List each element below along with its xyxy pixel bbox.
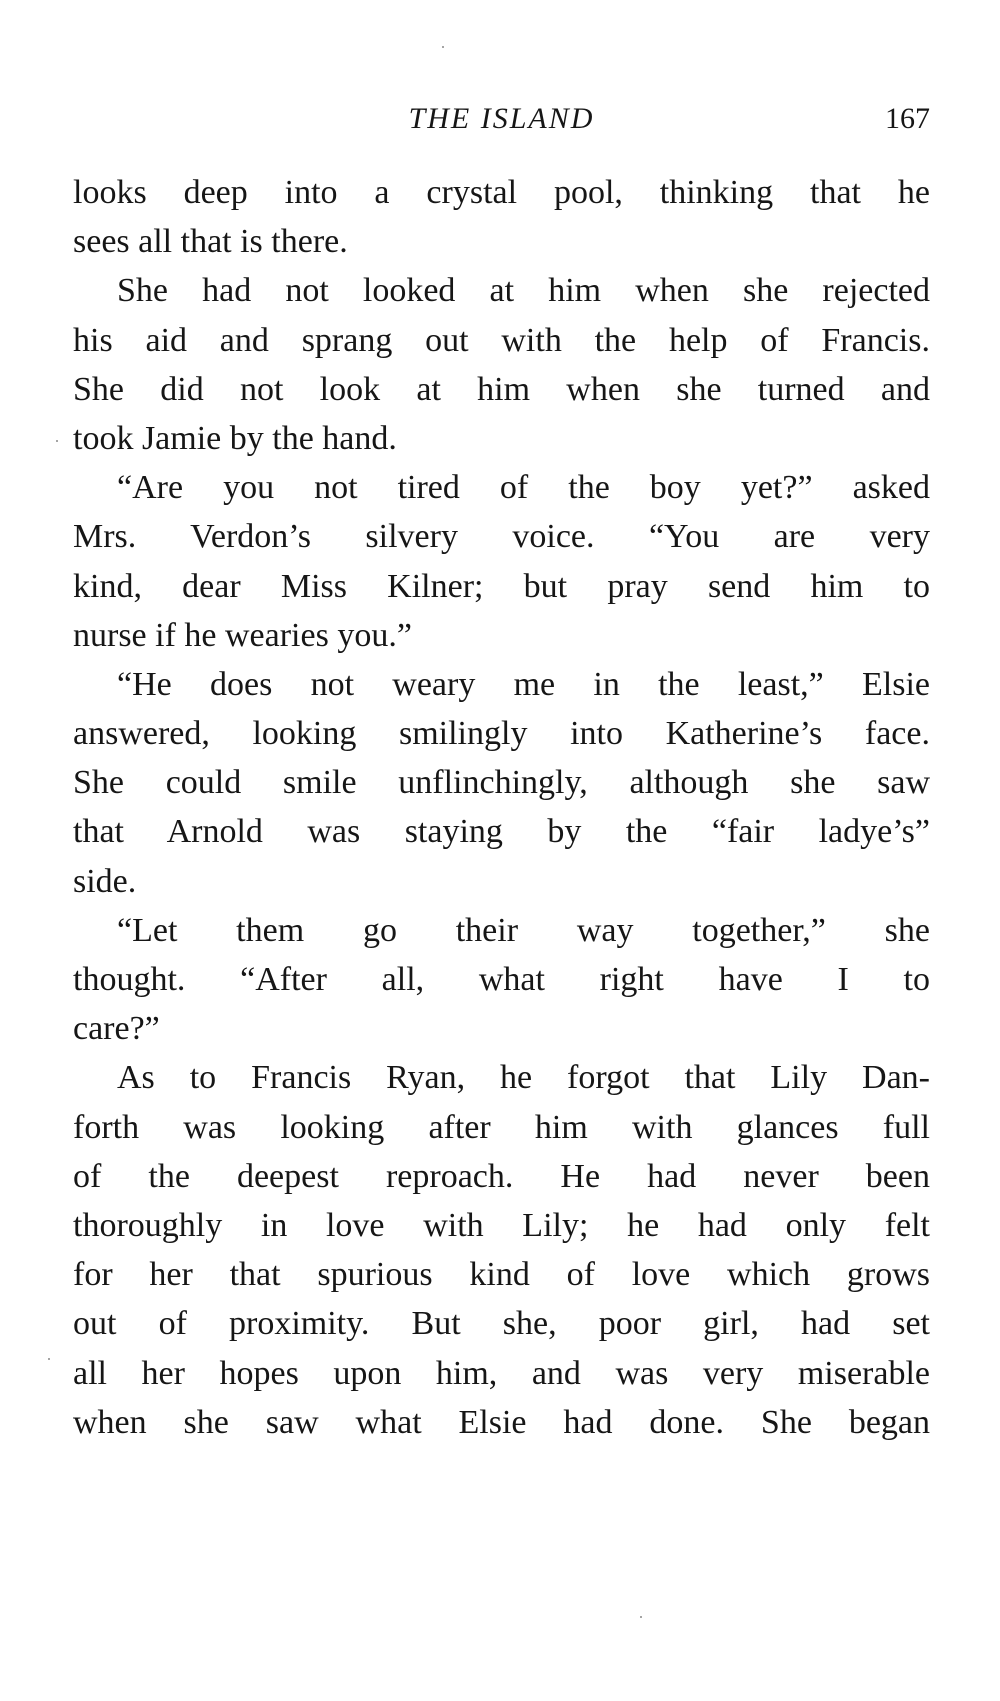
text-line: As to Francis Ryan, he forgot that Lily Dan- xyxy=(117,1059,930,1097)
text-line: for her that spurious kind of love which grows xyxy=(73,1256,930,1294)
print-speck xyxy=(442,46,444,48)
page-number: 167 xyxy=(885,102,930,135)
text-line: answered, looking smilingly into Katherine’s face. xyxy=(73,715,930,753)
text-line: out of proximity. But she, poor girl, had set xyxy=(73,1305,930,1343)
text-line: She did not look at him when she turned and xyxy=(73,370,930,408)
print-speck xyxy=(640,1616,642,1618)
running-header xyxy=(73,102,930,142)
text-line: that Arnold was staying by the “fair ladye’s” xyxy=(73,813,930,851)
text-line: looks deep into a crystal pool, thinking that he xyxy=(73,174,930,211)
text-line: thoroughly in love with Lily; he had only felt xyxy=(73,1206,930,1244)
text-line: nurse if he wearies you.” xyxy=(73,616,412,654)
text-line: “He does not weary me in the least,” Elsie xyxy=(117,665,930,703)
print-speck xyxy=(48,1358,50,1360)
text-line: side. xyxy=(73,862,137,900)
running-title: THE ISLAND xyxy=(408,102,595,135)
text-line: She had not looked at him when she rejected xyxy=(117,272,930,310)
text-line: Mrs. Verdon’s silvery voice. “You are very xyxy=(73,518,930,556)
text-line: of the deepest reproach. He had never been xyxy=(73,1157,930,1195)
body-text xyxy=(73,168,930,1447)
text-line: “Are you not tired of the boy yet?” asked xyxy=(117,469,930,507)
text-line: forth was looking after him with glances full xyxy=(73,1108,930,1146)
text-line: took Jamie by the hand. xyxy=(73,419,397,457)
text-line: “Let them go their way together,” she xyxy=(117,911,930,949)
text-line: kind, dear Miss Kilner; but pray send him to xyxy=(73,567,930,605)
print-speck xyxy=(56,440,58,442)
text-line: when she saw what Elsie had done. She began xyxy=(73,1403,930,1441)
text-line: care?” xyxy=(73,1010,160,1048)
text-line: thought. “After all, what right have I to xyxy=(73,961,930,998)
text-line: She could smile unflinchingly, although she saw xyxy=(73,764,930,802)
text-line: his aid and sprang out with the help of Francis. xyxy=(73,321,930,359)
text-line: sees all that is there. xyxy=(73,223,348,261)
text-line: all her hopes upon him, and was very miserable xyxy=(73,1354,930,1392)
